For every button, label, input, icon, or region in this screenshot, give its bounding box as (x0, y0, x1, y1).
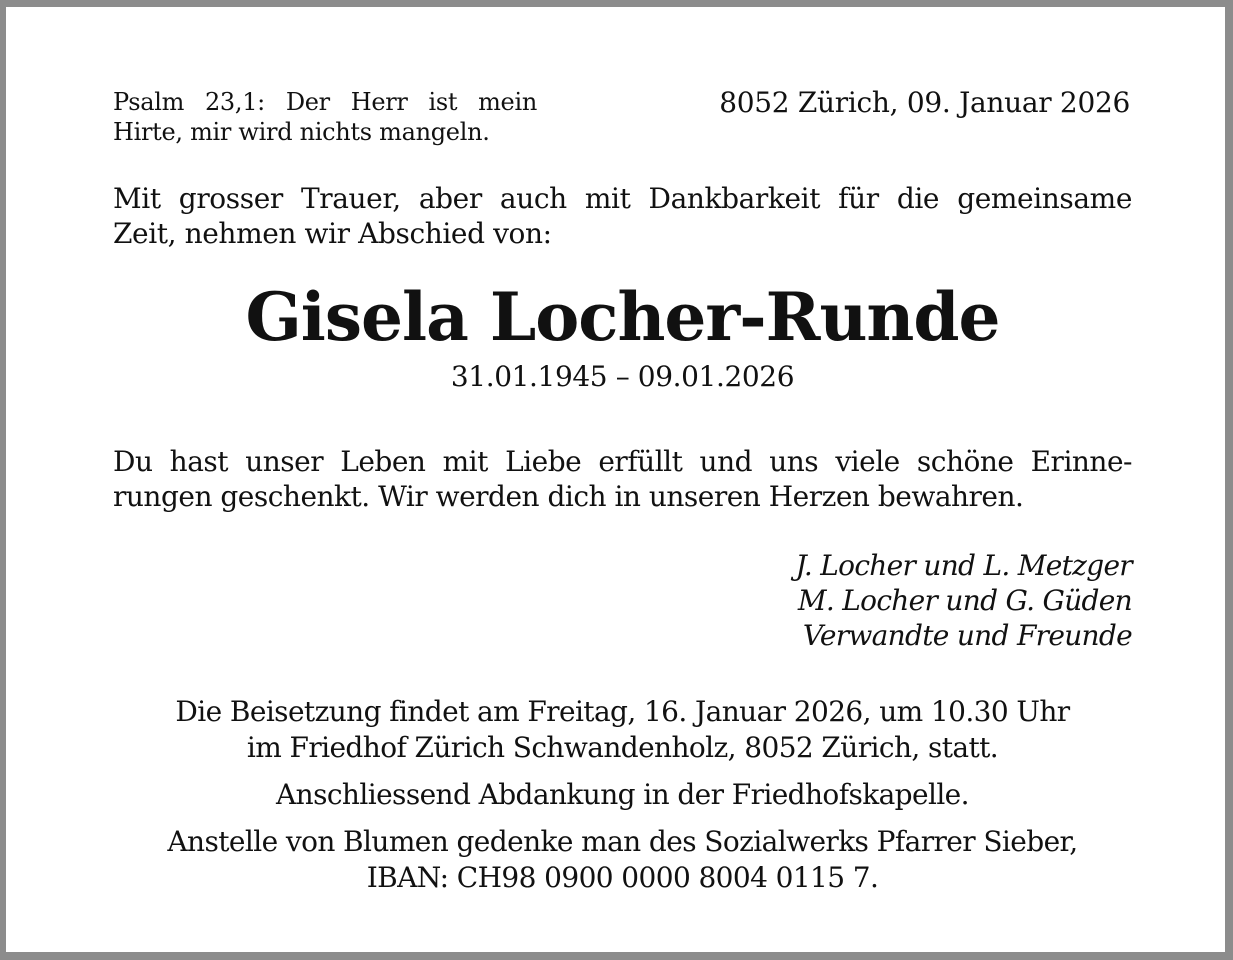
funeral-details (113, 694, 1132, 896)
message-line-2: rungen geschenkt. Wir werden dich in unseren Herzen bewahren. (113, 480, 1024, 513)
psalm-line-1: Psalm 23,1: Der Herr ist mein (113, 88, 537, 116)
mourner-line: M. Locher und G. Güden (797, 584, 1132, 617)
funeral-line-3: Anschliessend Abdankung in der Friedhofskapelle. (276, 778, 969, 811)
psalm-quote (113, 87, 537, 147)
funeral-line-2: im Friedhof Zürich Schwandenholz, 8052 Zürich, statt. (246, 731, 999, 764)
place-and-date: 8052 Zürich, 09. Januar 2026 (719, 86, 1130, 119)
funeral-line-5: IBAN: CH98 0900 0000 8004 0115 7. (366, 861, 879, 894)
intro-line-2: Zeit, nehmen wir Abschied von: (113, 217, 552, 250)
farewell-message (113, 444, 1132, 514)
mourners-list (706, 548, 1132, 653)
deceased-name: Gisela Locher-Runde (245, 278, 1000, 356)
funeral-line-4: Anstelle von Blumen gedenke man des Sozialwerks Pfarrer Sieber, (167, 825, 1078, 858)
life-dates: 31.01.1945 – 09.01.2026 (450, 360, 795, 393)
funeral-line-1: Die Beisetzung findet am Freitag, 16. Januar 2026, um 10.30 Uhr (175, 695, 1070, 728)
mourner-line: Verwandte und Freunde (802, 619, 1132, 652)
psalm-line-2: Hirte, mir wird nichts mangeln. (113, 118, 490, 146)
intro-line-1: Mit grosser Trauer, aber auch mit Dankbarkeit für die gemeinsame (113, 182, 1132, 215)
message-line-1: Du hast unser Leben mit Liebe erfüllt und uns viele schöne Erinne- (113, 445, 1132, 478)
mourner-line: J. Locher und L. Metzger (795, 549, 1132, 582)
intro-text (113, 181, 1132, 251)
